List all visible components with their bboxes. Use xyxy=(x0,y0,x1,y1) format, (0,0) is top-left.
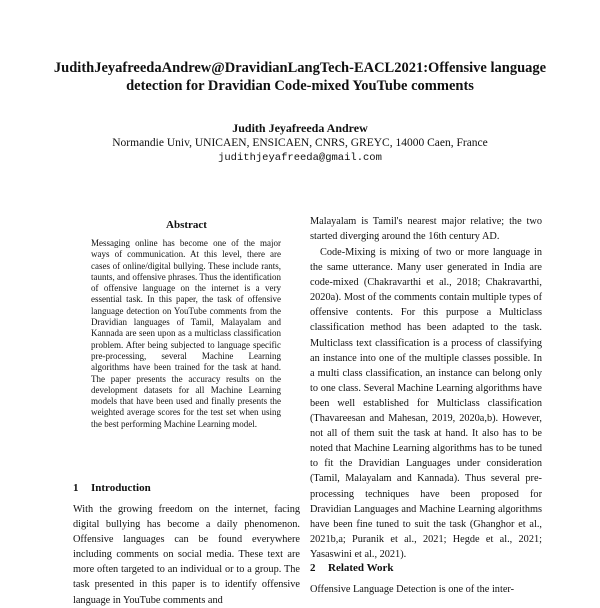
code-mixing-paragraph: Code-Mixing is mixing of two or more language in the same utterance. Many user generated in India are code-mixed (Chakravarthi et al., 2018; Chakravarthi, 2020a). Most of the comments contain multiple types of offensive contents. For this purpose a Multiclass classification method has been adapted to the task. Multiclass text classification is a process of classifying an instance into one of the multiple classes possible. In a multi class classification, an instance can belong only to one class. Several Machine Learning algorithms have been well established for Multiclass classification (Thavareesan and Mahesan, 2019, 2020a,b). However, not all of them suit the task at hand. It also has to be noted that Machine Learning algorithms has to be tuned to fit the Dravidian Languages under consideration (Tamil, Malayalam and Kannada). Thus several pre-processing techniques have been proposed for Dravidian Languages and Machine Learning algorithms have been fine tuned to suit the task (Ghanghor et al., 2021b,a; Puranik et al., 2021; Hegde et al., 2021; Yasaswini et al., 2021). xyxy=(310,247,542,560)
abstract-text: Messaging online has become one of the major ways of communication. At this level, there are cases of online/digital bullying. These include rants, taunts, and offensive phrases. Thus the identification of offensive language on the internet is a very essential task. In this paper, the task of offensive language detection on YouTube comments from the Dravidian languages of Tamil, Malayalam and Kannada are seen upon as a multiclass classification problem. After being subjected to language specific pre-processing, several Machine Learning algorithms have been trained for the task at hand. The paper presents the accuracy results on the development datasets for all Machine Learning models that have been used and finally presents the weighted average scores for the test set when using the best performing Machine Learning model. xyxy=(91,238,281,429)
introduction-paragraph: With the growing freedom on the internet, facing digital bullying has become a daily phenomenon. Offensive languages can be found everywhere including comments on social media. These text are more often targeted to an individual or to a group. The task presented in this paper is to identify offensive language in YouTube comments and xyxy=(73,504,300,606)
abstract-heading: Abstract xyxy=(166,219,207,231)
paper-title: JudithJeyafreedaAndrew@DravidianLangTech-EACL2021:Offensive language detection for Dravidian Code-mixed YouTube comments xyxy=(53,60,547,94)
section-title: Introduction xyxy=(91,482,151,494)
section-title: Related Work xyxy=(328,562,394,574)
related-work-heading xyxy=(310,561,394,575)
author-affiliation: Normandie Univ, UNICAEN, ENSICAEN, CNRS, GREYC, 14000 Caen, France xyxy=(112,137,488,149)
introduction-heading xyxy=(73,481,151,495)
author-name: Judith Jeyafreeda Andrew xyxy=(232,121,368,135)
author-email: judithjeyafreeda@gmail.com xyxy=(218,152,382,164)
section-number: 1 xyxy=(73,482,79,494)
continuation-paragraph: Malayalam is Tamil's nearest major relative; the two started diverging around the 16th century AD. xyxy=(310,216,542,243)
section-number: 2 xyxy=(310,562,316,574)
related-work-paragraph: Offensive Language Detection is one of the inter- xyxy=(310,584,515,595)
